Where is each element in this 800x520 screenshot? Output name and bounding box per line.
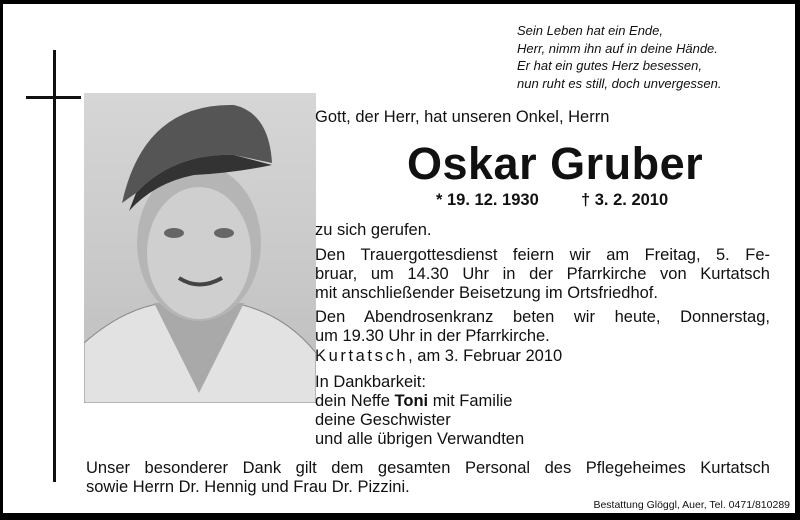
mourner-line: deine Geschwister [315,411,451,429]
thanks-heading: In Dankbarkeit: [315,373,426,391]
mourner-prefix: dein Neffe [315,392,395,410]
mourner-line: und alle übrigen Verwandten [315,430,525,448]
service-line: Den Trauergottesdienst feiern wir am Freitag, 5. Fe- [315,246,770,264]
poem-line: Sein Leben hat ein Ende, [517,23,664,38]
poem-line: Herr, nimm ihn auf in deine Hände. [517,40,718,56]
birth-date: * 19. 12. 1930 [436,191,539,209]
poem-line: nun ruht es still, doch unvergessen. [517,75,722,91]
intro-text: Gott, der Herr, hat unseren Onkel, Herrn [315,108,610,126]
date-line: , am 3. Februar 2010 [408,347,563,365]
place-date [315,347,562,366]
deceased-name: Oskar Gruber [407,138,704,189]
funeral-home-credit: Bestattung Glöggl, Auer, Tel. 0471/810289 [593,499,790,511]
rosary-line: Den Abendrosenkranz beten wir heute, Donnerstag, [315,308,770,326]
place: Kurtatsch [315,347,409,365]
called-text: zu sich gerufen. [315,221,432,239]
notice-body [3,4,795,513]
gratitude-line: Unser besonderer Dank gilt dem gesamten Personal des Pflegeheimes Kurtatsch [86,459,770,477]
mourner-line [315,392,512,411]
service-line: mit anschließender Beisetzung im Ortsfriedhof. [315,284,658,302]
mourner-suffix: mit Familie [428,392,513,410]
service-line: bruar, um 14.30 Uhr in der Pfarrkirche von Kurtatsch [315,265,770,283]
gratitude-line: sowie Herrn Dr. Hennig und Frau Dr. Pizzini. [86,478,410,496]
portrait-photo [84,93,316,403]
rosary-line: um 19.30 Uhr in der Pfarrkirche. [315,327,550,345]
death-date: † 3. 2. 2010 [581,191,669,209]
nephew-name: Toni [394,392,429,410]
poem-line: Er hat ein gutes Herz besessen, [517,58,702,73]
poem [517,22,722,92]
